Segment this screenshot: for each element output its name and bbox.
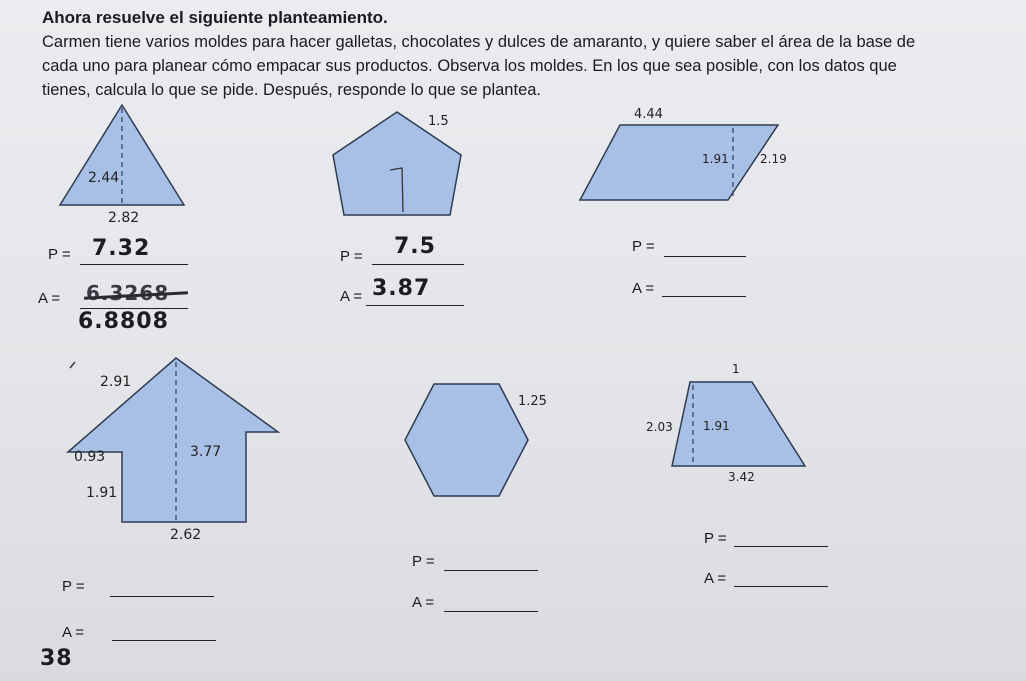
arrow-perimeter-label: P =: [62, 578, 85, 595]
parallelogram-area-label: A =: [632, 280, 655, 297]
trapezoid-perimeter-line[interactable]: [734, 546, 828, 547]
arrow-stem-label: 1.91: [86, 485, 118, 501]
triangle-base-label: 2.82: [108, 210, 140, 226]
pentagon-area-label: A =: [340, 288, 363, 305]
pentagon-perimeter-line[interactable]: [372, 264, 464, 265]
arrow-area-answer: 38: [40, 646, 73, 671]
triangle-area-answer-corrected: 6.8808: [78, 309, 169, 334]
trapezoid-top-label: 1: [732, 362, 740, 376]
arrow-perimeter-line[interactable]: [110, 596, 214, 597]
parallelogram-perimeter-line[interactable]: [664, 256, 746, 257]
arrow-base-label: 2.62: [170, 527, 202, 543]
hexagon-area-line[interactable]: [444, 611, 538, 612]
pentagon-perimeter-answer: 7.5: [394, 234, 436, 259]
triangle-area-label: A =: [38, 290, 61, 307]
triangle-perimeter-answer: 7.32: [92, 236, 151, 261]
trapezoid-area-line[interactable]: [734, 586, 828, 587]
triangle-height-label: 2.44: [88, 170, 120, 186]
parallelogram-perimeter-label: P =: [632, 238, 655, 255]
pentagon-perimeter-label: P =: [340, 248, 363, 265]
trapezoid-side-label: 2.03: [646, 420, 673, 434]
pentagon-area-answer: 3.87: [372, 276, 431, 301]
hexagon-perimeter-label: P =: [412, 553, 435, 570]
arrow-area-label: A =: [62, 624, 85, 641]
hexagon-shape: [405, 384, 528, 496]
pen-tick-mark: [70, 362, 75, 368]
hexagon-area-label: A =: [412, 594, 435, 611]
problem-line-1: Carmen tiene varios moldes para hacer galletas, chocolates y dulces de amaranto, y quiere saber el área de la base de: [42, 33, 916, 51]
triangle-area-answer-crossed: 6.3268: [86, 281, 170, 305]
trapezoid-area-label: A =: [704, 570, 727, 587]
problem-line-2: cada uno para planear cómo empacar sus productos. Observa los moldes. En los que sea posible, con los datos que: [42, 57, 897, 75]
problem-line-3: tienes, calcula lo que se pide. Después, responde lo que se plantea.: [42, 81, 542, 99]
parallelogram-height-label: 1.91: [702, 152, 729, 166]
arrow-side-label: 2.91: [100, 374, 132, 390]
parallelogram-top-label: 4.44: [634, 107, 663, 122]
hexagon-perimeter-line[interactable]: [444, 570, 538, 571]
trapezoid-base-label: 3.42: [728, 470, 755, 484]
triangle-perimeter-line[interactable]: [80, 264, 188, 265]
hexagon-side-label: 1.25: [518, 394, 547, 409]
pentagon-area-line[interactable]: [366, 305, 464, 306]
parallelogram-shape: [580, 125, 778, 200]
parallelogram-side-label: 2.19: [760, 152, 787, 166]
arrow-area-line[interactable]: [112, 640, 216, 641]
trapezoid-shape: [672, 382, 805, 466]
arrow-shoulder-label: 0.93: [74, 449, 106, 465]
pentagon-side-label: 1.5: [428, 114, 449, 129]
page-heading: Ahora resuelve el siguiente planteamiento.: [42, 8, 388, 27]
arrow-height-label: 3.77: [190, 444, 222, 460]
trapezoid-height-label: 1.91: [703, 419, 730, 433]
triangle-perimeter-label: P =: [48, 246, 71, 263]
parallelogram-area-line[interactable]: [662, 296, 746, 297]
trapezoid-perimeter-label: P =: [704, 530, 727, 547]
